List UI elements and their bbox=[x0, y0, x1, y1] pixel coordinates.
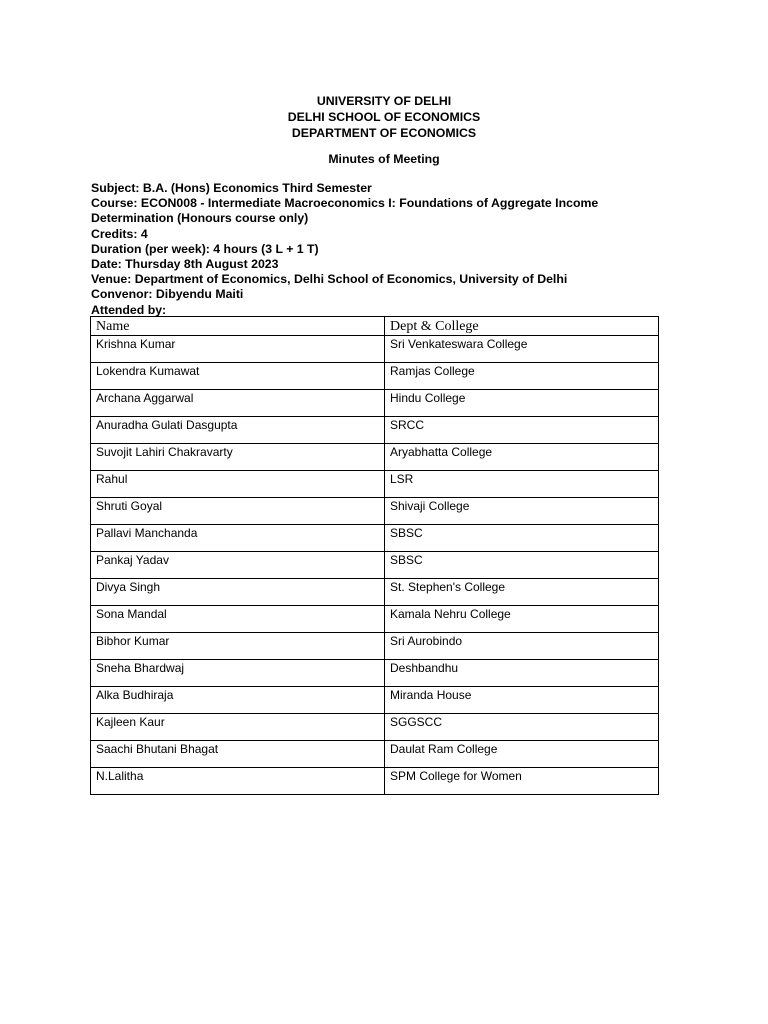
attendee-college: Miranda House bbox=[385, 687, 659, 714]
attendee-college: SPM College for Women bbox=[385, 768, 659, 795]
attendee-name: Saachi Bhutani Bhagat bbox=[91, 741, 385, 768]
column-header-name: Name bbox=[91, 317, 385, 336]
attendee-name: Sneha Bhardwaj bbox=[91, 660, 385, 687]
attendee-college: LSR bbox=[385, 471, 659, 498]
attendee-name: Kajleen Kaur bbox=[91, 714, 385, 741]
attendee-name: Shruti Goyal bbox=[91, 498, 385, 525]
column-header-dept-college: Dept & College bbox=[385, 317, 659, 336]
school-name: DELHI SCHOOL OF ECONOMICS bbox=[287, 110, 481, 124]
table-row bbox=[91, 714, 659, 741]
attendance-table bbox=[90, 316, 659, 795]
subject-line: Subject: B.A. (Hons) Economics Third Semester bbox=[91, 181, 372, 195]
course-line-2: Determination (Honours course only) bbox=[91, 211, 309, 226]
table-row bbox=[91, 552, 659, 579]
attendee-college: SGGSCC bbox=[385, 714, 659, 741]
table-row bbox=[91, 390, 659, 417]
table-row bbox=[91, 606, 659, 633]
table-row bbox=[91, 768, 659, 795]
attendee-name: Rahul bbox=[91, 471, 385, 498]
table-row bbox=[91, 741, 659, 768]
attendee-name: N.Lalitha bbox=[91, 768, 385, 795]
table-row bbox=[91, 336, 659, 363]
attendee-college: SRCC bbox=[385, 417, 659, 444]
table-row bbox=[91, 417, 659, 444]
attendee-name: Krishna Kumar bbox=[91, 336, 385, 363]
meeting-details bbox=[91, 181, 691, 318]
date-line: Date: Thursday 8th August 2023 bbox=[91, 257, 279, 272]
attended-by-label: Attended by: bbox=[91, 302, 167, 317]
attendee-college: Sri Aurobindo bbox=[385, 633, 659, 660]
attendee-college: Shivaji College bbox=[385, 498, 659, 525]
credits-line: Credits: 4 bbox=[91, 226, 148, 241]
attendee-name: Archana Aggarwal bbox=[91, 390, 385, 417]
attendee-college: SBSC bbox=[385, 525, 659, 552]
table-row bbox=[91, 363, 659, 390]
table-row bbox=[91, 687, 659, 714]
attendee-college: Ramjas College bbox=[385, 363, 659, 390]
table-row bbox=[91, 579, 659, 606]
attendee-college: Hindu College bbox=[385, 390, 659, 417]
attendee-name: Bibhor Kumar bbox=[91, 633, 385, 660]
table-row bbox=[91, 471, 659, 498]
university-name: UNIVERSITY OF DELHI bbox=[316, 94, 452, 108]
table-row bbox=[91, 444, 659, 471]
attendee-name: Alka Budhiraja bbox=[91, 687, 385, 714]
duration-line: Duration (per week): 4 hours (3 L + 1 T) bbox=[91, 241, 319, 256]
attendee-name: Anuradha Gulati Dasgupta bbox=[91, 417, 385, 444]
convenor-line: Convenor: Dibyendu Maiti bbox=[91, 287, 244, 302]
attendee-name: Lokendra Kumawat bbox=[91, 363, 385, 390]
table-row bbox=[91, 633, 659, 660]
table-header-row bbox=[91, 317, 659, 336]
attendee-name: Suvojit Lahiri Chakravarty bbox=[91, 444, 385, 471]
course-line-1: Course: ECON008 - Intermediate Macroeconomics I: Foundations of Aggregate Income bbox=[91, 196, 599, 211]
minutes-title: Minutes of Meeting bbox=[328, 152, 440, 166]
attendee-college: Aryabhatta College bbox=[385, 444, 659, 471]
attendee-name: Sona Mandal bbox=[91, 606, 385, 633]
document-header bbox=[0, 93, 768, 141]
attendee-college: Deshbandhu bbox=[385, 660, 659, 687]
department-name: DEPARTMENT OF ECONOMICS bbox=[291, 126, 477, 140]
attendee-college: Daulat Ram College bbox=[385, 741, 659, 768]
attendee-college: Sri Venkateswara College bbox=[385, 336, 659, 363]
attendee-name: Pankaj Yadav bbox=[91, 552, 385, 579]
table-row bbox=[91, 498, 659, 525]
attendee-college: Kamala Nehru College bbox=[385, 606, 659, 633]
attendee-name: Divya Singh bbox=[91, 579, 385, 606]
attendee-college: St. Stephen's College bbox=[385, 579, 659, 606]
table-row bbox=[91, 660, 659, 687]
attendee-college: SBSC bbox=[385, 552, 659, 579]
table-row bbox=[91, 525, 659, 552]
attendee-name: Pallavi Manchanda bbox=[91, 525, 385, 552]
venue-line: Venue: Department of Economics, Delhi School of Economics, University of Delhi bbox=[91, 272, 568, 287]
